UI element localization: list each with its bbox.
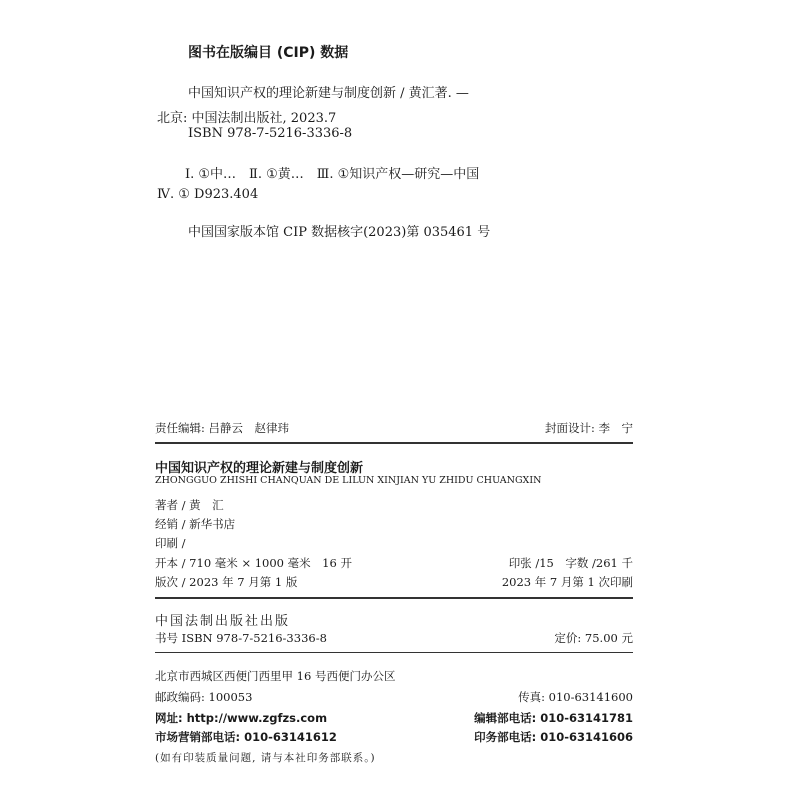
- divider: [155, 442, 633, 444]
- marketing-phone: 市场营销部电话: 010-63141612: [155, 730, 337, 744]
- cover-designer: 封面设计: 李 宁: [544, 421, 633, 435]
- responsible-editors: 责任编辑: 吕静云 赵律玮: [155, 421, 290, 435]
- divider: [155, 597, 633, 599]
- cip-title-line: 中国知识产权的理论新建与制度创新 / 黄汇著. —: [188, 86, 469, 101]
- fax: 传真: 010-63141600: [518, 690, 633, 704]
- website: 网址: http://www.zgfzs.com: [155, 711, 328, 725]
- quality-notice: (如有印装质量问题, 请与本社印务部联系。): [155, 752, 376, 764]
- cip-record-number: 中国国家版本馆 CIP 数据核字(2023)第 035461 号: [188, 225, 491, 240]
- print-run: 2023 年 7 月第 1 次印刷: [501, 575, 633, 589]
- cip-classification-2: Ⅳ. ① D923.404: [157, 187, 259, 202]
- book-title: 中国知识产权的理论新建与制度创新: [155, 461, 364, 476]
- distributor: 经销 / 新华书店: [155, 517, 236, 531]
- editorial-phone: 编辑部电话: 010-63141781: [474, 711, 633, 725]
- postcode: 邮政编码: 100053: [155, 690, 253, 704]
- publisher-name: 中国法制出版社出版: [155, 614, 291, 629]
- divider: [155, 652, 633, 653]
- book-format: 开本 / 710 毫米 × 1000 毫米 16 开: [155, 556, 352, 570]
- printing-dept-phone: 印务部电话: 010-63141606: [474, 730, 633, 744]
- sheets-wordcount: 印张 /15 字数 /261 千: [508, 556, 633, 570]
- cip-publisher-line: 北京: 中国法制出版社, 2023.7: [157, 111, 337, 126]
- address: 北京市西城区西便门西里甲 16 号西便门办公区: [155, 669, 396, 683]
- publisher-isbn: 书号 ISBN 978-7-5216-3336-8: [155, 631, 327, 645]
- book-title-pinyin: ZHONGGUO ZHISHI CHANQUAN DE LILUN XINJIAN YU ZHIDU CHUANGXIN: [155, 475, 542, 486]
- price: 定价: 75.00 元: [554, 631, 633, 645]
- author: 著者 / 黄 汇: [155, 498, 224, 512]
- cip-heading: 图书在版编目 (CIP) 数据: [188, 45, 349, 61]
- cip-isbn: ISBN 978-7-5216-3336-8: [188, 126, 353, 141]
- cip-classification-1: Ⅰ. ①中… Ⅱ. ①黄… Ⅲ. ①知识产权—研究—中国: [185, 167, 480, 182]
- printer: 印刷 /: [155, 536, 186, 550]
- edition: 版次 / 2023 年 7 月第 1 版: [155, 575, 298, 589]
